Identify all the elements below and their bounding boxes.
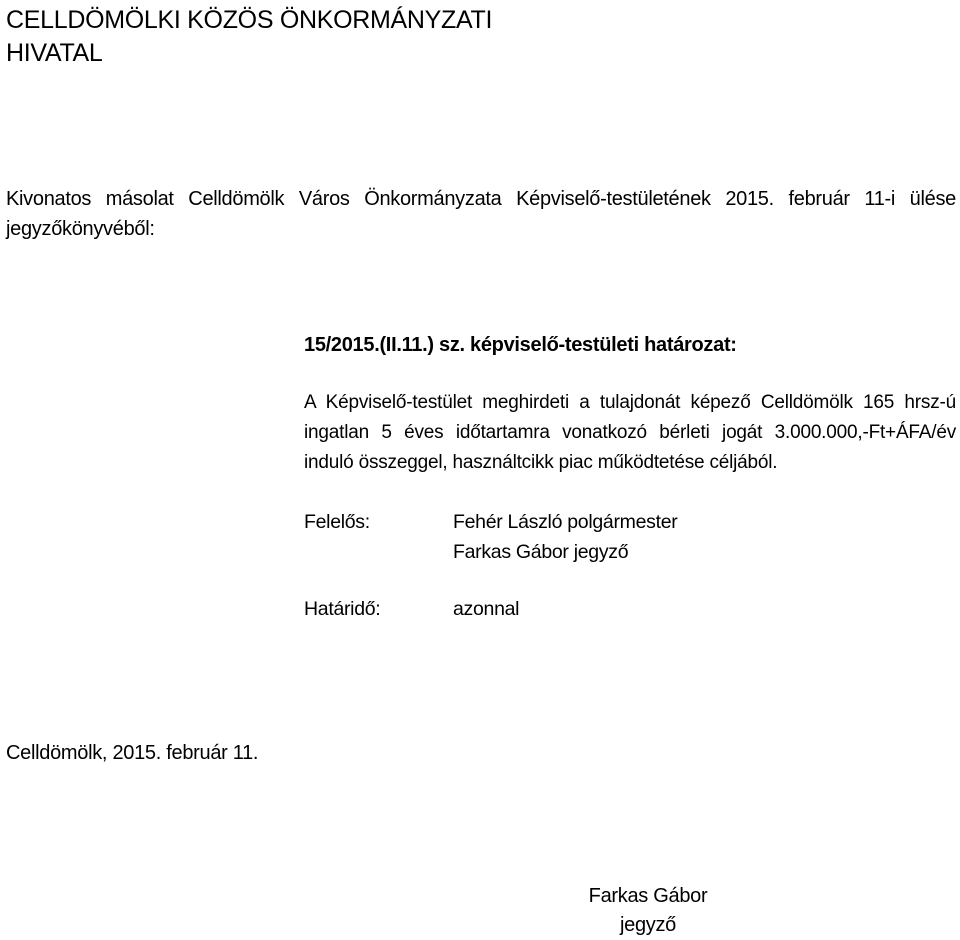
- intro-text: Kivonatos másolat Celldömölk Város Önkormányzata Képviselő-testületének 2015. február 11-i ülése jegyzőkönyvéből:: [6, 188, 956, 240]
- responsible-person-notary: Farkas Gábor jegyző: [453, 541, 629, 563]
- office-name-line-1: CELLDÖMÖLKI KÖZÖS ÖNKORMÁNYZATI: [6, 6, 493, 34]
- responsible-persons: [453, 507, 677, 567]
- deadline-value: azonnal: [453, 598, 520, 620]
- deadline-label: Határidő:: [304, 598, 381, 620]
- signature-block: [548, 882, 748, 940]
- office-name-line-2: HIVATAL: [6, 39, 103, 67]
- responsible-label: Felelős:: [304, 511, 370, 533]
- office-header: [6, 4, 492, 70]
- signatory-name: Farkas Gábor: [588, 885, 708, 907]
- responsible-person-mayor: Fehér László polgármester: [453, 511, 678, 533]
- resolution-body: A Képviselő-testület meghirdeti a tulajdonát képező Celldömölk 165 hrsz-ú ingatlan 5 éves időtartamra vonatkozó bérleti jogát 3.000.000,-Ft+ÁFA/év induló összeggel, használtcikk piac működtetése céljából.: [304, 392, 956, 473]
- resolution-title: 15/2015.(II.11.) sz. képviselő-testületi határozat:: [304, 334, 737, 356]
- signatory-title: jegyző: [619, 914, 676, 936]
- place-and-date: Celldömölk, 2015. február 11.: [6, 742, 259, 764]
